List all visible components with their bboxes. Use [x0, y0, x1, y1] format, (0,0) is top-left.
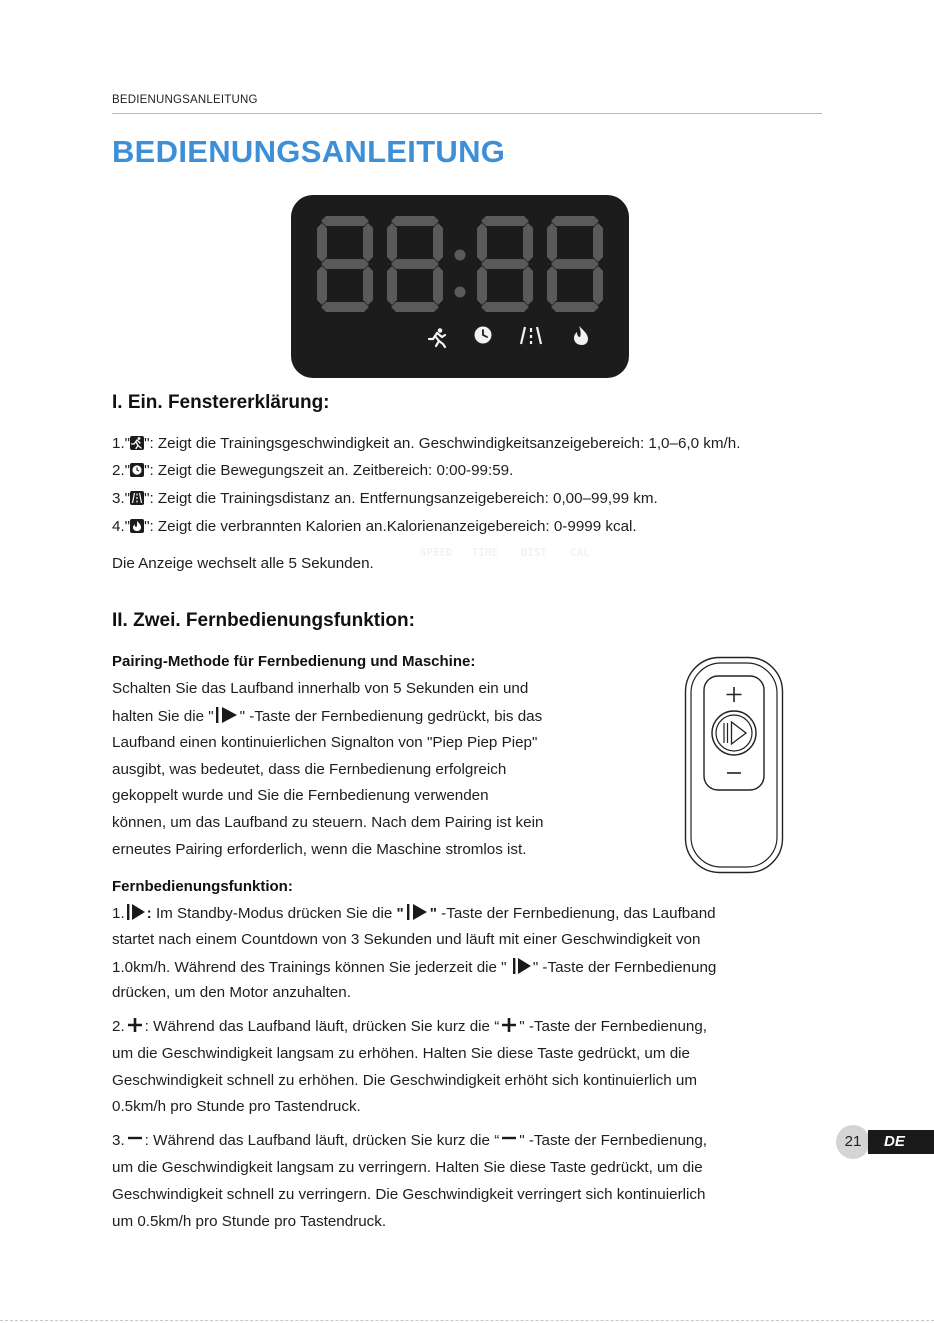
list-item	[112, 517, 637, 537]
function-text: 1.0km/h. Während des Trainings können Sie jederzeit die "	[112, 959, 511, 976]
list-item	[112, 489, 658, 509]
play-pause-icon	[712, 711, 756, 755]
item-text: ": Zeigt die verbrannten Kalorien an.Kalorienanzeigebereich: 0-9999 kcal.	[144, 518, 637, 535]
plus-icon	[499, 1016, 519, 1034]
colon-dot-top	[455, 250, 466, 261]
digit-2-segment	[387, 266, 397, 305]
function-3-line	[112, 1130, 707, 1151]
digit-4-segment	[547, 266, 557, 305]
section2-heading: II. Zwei. Fernbedienungsfunktion:	[112, 610, 415, 631]
function-1-line: startet nach einem Countdown von 3 Sekunden und läuft mit einer Geschwindigkeit von	[112, 931, 701, 948]
runner-icon	[130, 436, 144, 450]
item-prefix: 1."	[112, 435, 131, 452]
digit-1-segment	[317, 266, 327, 305]
pairing-line: erneutes Pairing erforderlich, wenn die Maschine stromlos ist.	[112, 841, 527, 858]
digit-3-segment	[477, 223, 487, 262]
pairing-line	[112, 706, 542, 727]
function-3-line: Geschwindigkeit schnell zu verringern. Die Geschwindigkeit verringert sich kontinuierlich	[112, 1186, 706, 1203]
function-text: " -Taste der Fernbedienung,	[519, 1018, 708, 1035]
item-text: ": Zeigt die Bewegungszeit an. Zeitbereich: 0:00-99:59.	[144, 462, 514, 479]
minus-icon	[125, 1130, 145, 1148]
function-text: -Taste der Fernbedienung, das Laufband	[436, 905, 716, 922]
digit-1-segment	[321, 216, 369, 226]
quote-close: "	[429, 905, 437, 922]
function-3-line: um die Geschwindigkeit langsam zu verringern. Halten Sie diese Taste gedrückt, um die	[112, 1159, 703, 1176]
digit-1-segment	[363, 223, 373, 262]
clock-icon	[130, 463, 144, 477]
list-item	[112, 434, 740, 454]
function-text: : Während das Laufband läuft, drücken Sie kurz die “	[144, 1018, 500, 1035]
running-header: BEDIENUNGSANLEITUNG	[112, 94, 258, 106]
colon-dot-bottom	[455, 287, 466, 298]
function-3-line: um 0.5km/h pro Stunde pro Tastendruck.	[112, 1213, 387, 1230]
function-2-line: Geschwindigkeit schnell zu erhöhen. Die Geschwindigkeit erhöht sich kontinuierlich um	[112, 1072, 698, 1089]
language-tab: DE	[868, 1130, 934, 1154]
digit-3-segment	[477, 266, 487, 305]
function-2-line: 0.5km/h pro Stunde pro Tastendruck.	[112, 1098, 361, 1115]
plus-icon	[125, 1016, 145, 1034]
function-heading: Fernbedienungsfunktion:	[112, 878, 293, 895]
function-number: 3.	[112, 1132, 125, 1149]
digit-3-segment	[481, 302, 529, 312]
digit-4-segment	[551, 259, 599, 269]
list-item	[112, 461, 513, 481]
digit-2-segment	[391, 216, 439, 226]
digit-4-segment	[547, 223, 557, 262]
pairing-line: ausgibt, was bedeutet, dass die Fernbedienung erfolgreich	[112, 761, 507, 778]
item-prefix: 2."	[112, 462, 131, 479]
digit-4-segment	[551, 302, 599, 312]
pairing-line-post: " -Taste der Fernbedienung gedrückt, bis das	[239, 708, 543, 725]
item-prefix: 4."	[112, 518, 131, 535]
minus-icon	[499, 1130, 519, 1148]
display-label-cal: CAL	[570, 547, 590, 559]
header-divider	[112, 113, 822, 114]
digit-2-segment	[433, 266, 443, 305]
plus-icon	[727, 687, 742, 702]
function-1-line	[112, 903, 716, 924]
display-label-speed: SPEED	[420, 547, 453, 559]
function-2-line	[112, 1016, 707, 1037]
display-digits	[291, 195, 629, 378]
digit-1-segment	[317, 223, 327, 262]
pairing-line: Schalten Sie das Laufband innerhalb von 5 Sekunden ein und	[112, 680, 529, 697]
function-number: 1.	[112, 905, 125, 922]
pairing-line: können, um das Laufband zu steuern. Nach dem Pairing ist kein	[112, 814, 544, 831]
digit-2-segment	[433, 223, 443, 262]
road-icon	[130, 491, 144, 505]
function-text: Im Standby-Modus drücken Sie die	[151, 905, 397, 922]
digit-1-segment	[363, 266, 373, 305]
flame-icon	[130, 519, 144, 533]
play-pause-icon	[511, 957, 533, 975]
remote-control	[684, 656, 784, 876]
function-1-line: drücken, um den Motor anzuhalten.	[112, 984, 351, 1001]
page-bottom-border	[0, 1320, 934, 1321]
digit-2-segment	[387, 223, 397, 262]
page-title: BEDIENUNGSANLEITUNG	[112, 134, 506, 169]
function-number: 2.	[112, 1018, 125, 1035]
road-icon	[521, 327, 541, 344]
function-text: " -Taste der Fernbedienung	[532, 959, 717, 976]
item-text: ": Zeigt die Trainingsdistanz an. Entfernungsanzeigebereich: 0,00–99,99 km.	[144, 490, 658, 507]
digit-2-segment	[391, 259, 439, 269]
digit-2-segment	[391, 302, 439, 312]
digit-3-segment	[481, 216, 529, 226]
play-pause-icon	[214, 706, 240, 724]
section1-heading: I. Ein. Fenstererklärung:	[112, 392, 330, 413]
digit-3-segment	[523, 266, 533, 305]
display-label-dist: DIST	[521, 547, 548, 559]
digit-4-segment	[593, 223, 603, 262]
digit-1-segment	[321, 302, 369, 312]
digit-1-segment	[321, 259, 369, 269]
pairing-line: Laufband einen kontinuierlichen Signalton von "Piep Piep Piep"	[112, 734, 538, 751]
page-number: 21	[836, 1125, 870, 1159]
function-1-line	[112, 957, 716, 978]
pairing-heading: Pairing-Methode für Fernbedienung und Maschine:	[112, 653, 476, 670]
pairing-line: gekoppelt wurde und Sie die Fernbedienung verwenden	[112, 787, 489, 804]
function-text: : Während das Laufband läuft, drücken Sie kurz die “	[144, 1132, 500, 1149]
digit-3-segment	[523, 223, 533, 262]
item-prefix: 3."	[112, 490, 131, 507]
clock-icon	[475, 327, 492, 344]
play-pause-icon	[404, 903, 430, 921]
digit-4-segment	[551, 216, 599, 226]
function-2-line: um die Geschwindigkeit langsam zu erhöhen. Halten Sie diese Taste gedrückt, um die	[112, 1045, 691, 1062]
pairing-line-pre: halten Sie die "	[112, 708, 214, 725]
flame-icon	[574, 326, 588, 345]
display-label-time: TIME	[472, 547, 499, 559]
display-note: Die Anzeige wechselt alle 5 Sekunden.	[112, 555, 374, 572]
function-colon: :	[146, 905, 152, 922]
digit-4-segment	[593, 266, 603, 305]
runner-icon	[429, 328, 445, 347]
play-pause-icon	[125, 903, 147, 921]
digit-3-segment	[481, 259, 529, 269]
function-text: " -Taste der Fernbedienung,	[519, 1132, 708, 1149]
quote-open: "	[396, 905, 404, 922]
item-text: ": Zeigt die Trainingsgeschwindigkeit an. Geschwindigkeitsanzeigebereich: 1,0–6,0 km/h.	[144, 435, 741, 452]
